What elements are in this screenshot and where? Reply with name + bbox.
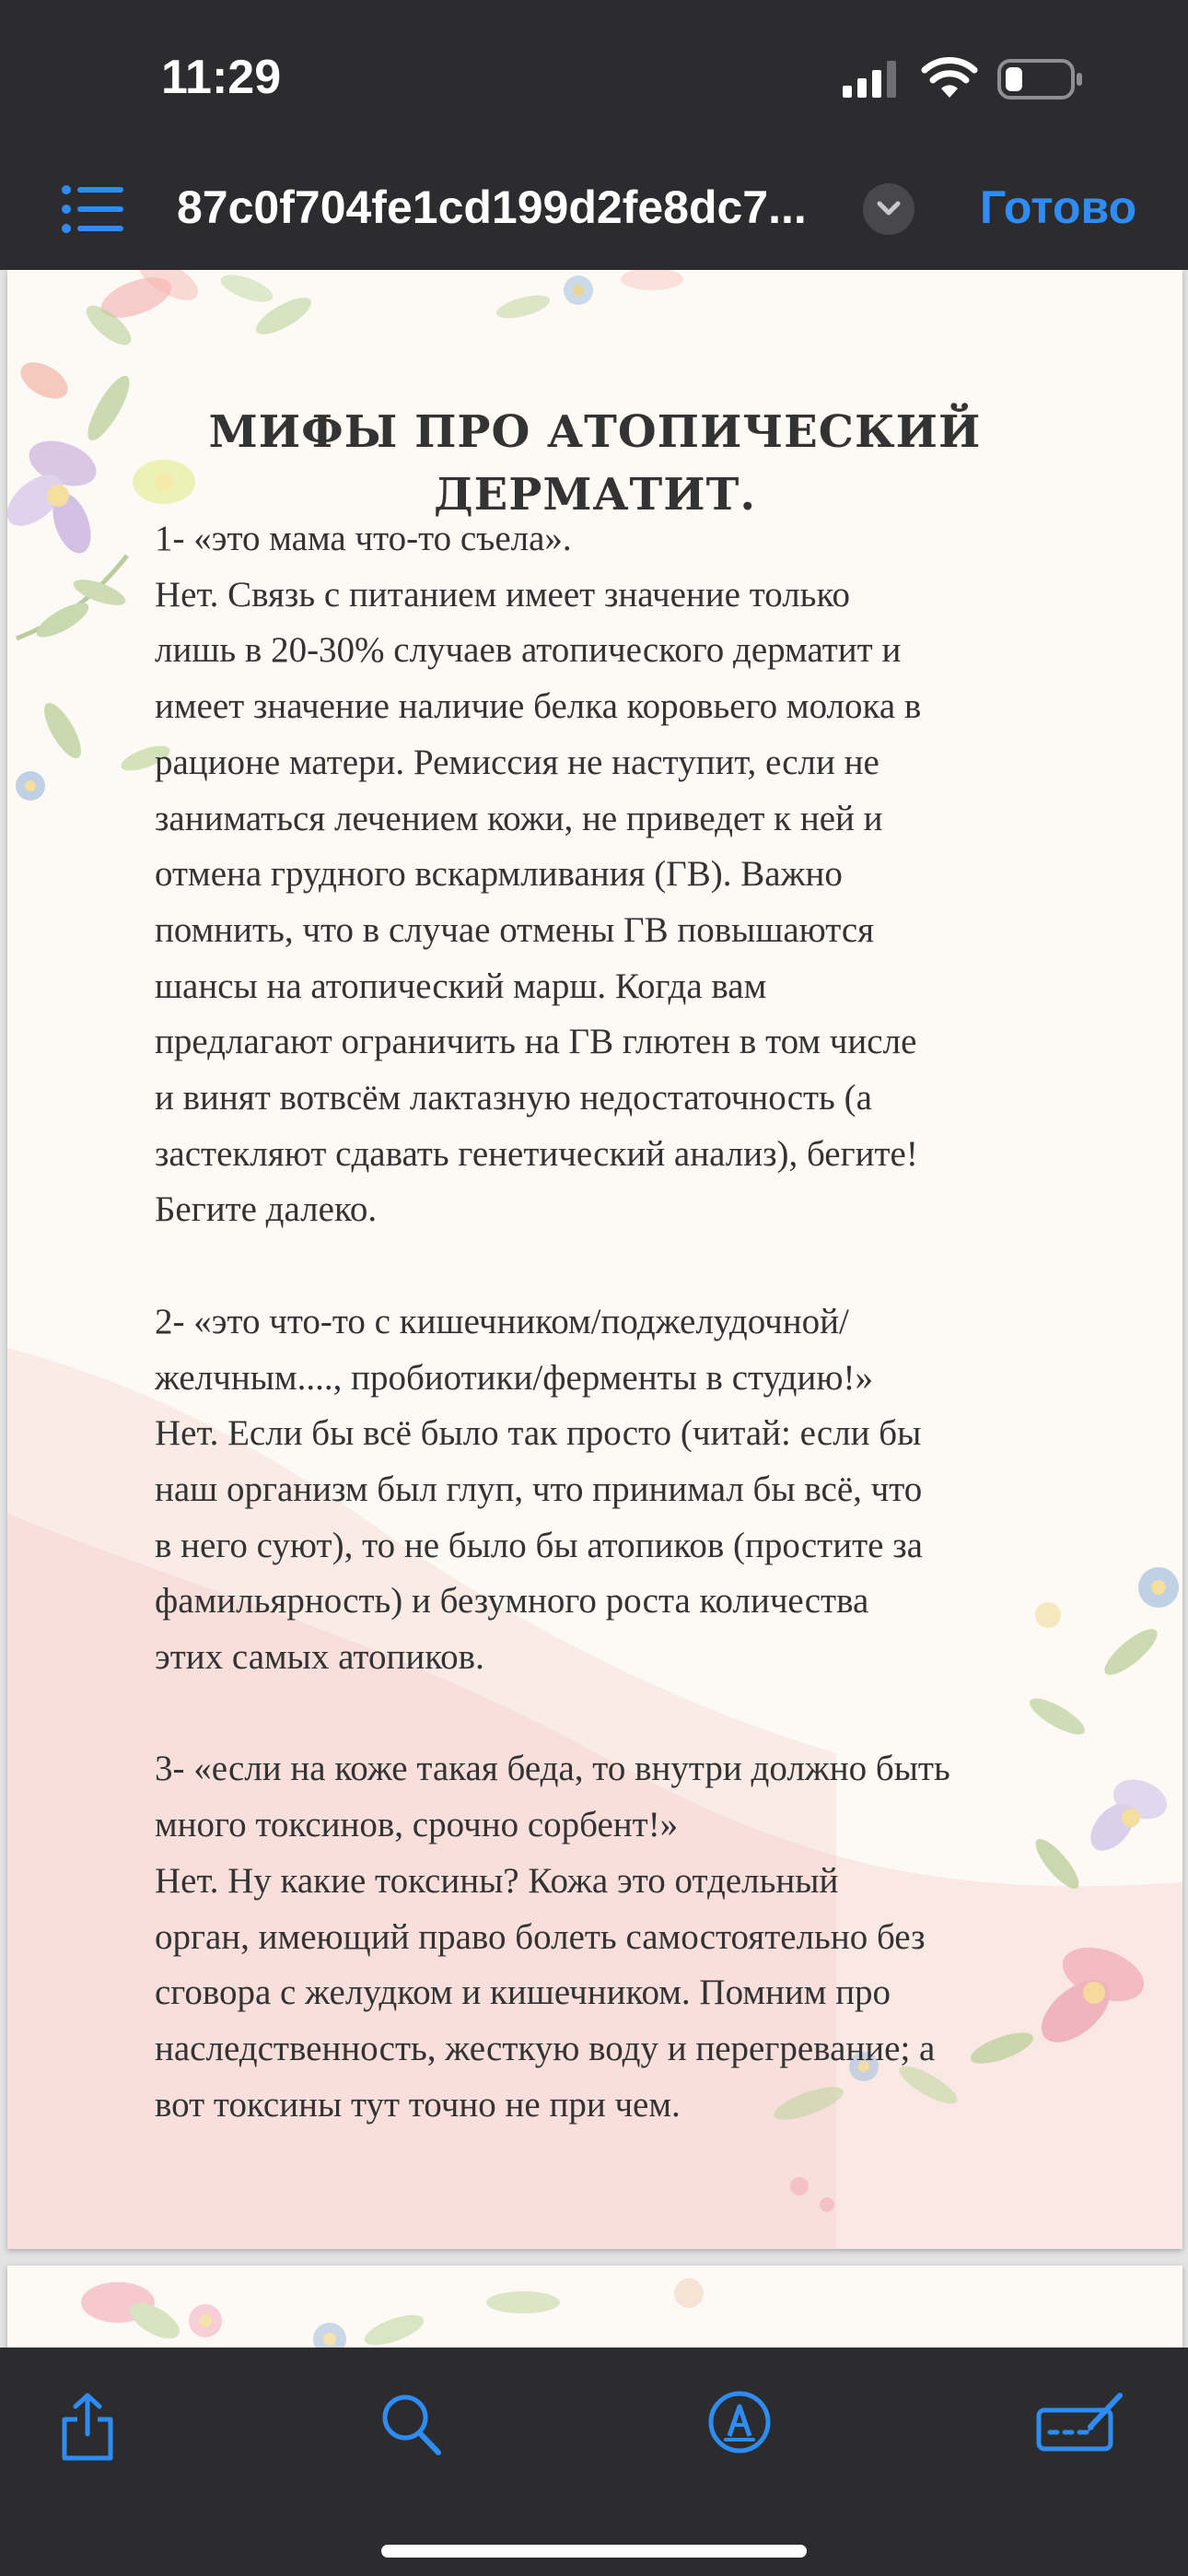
- home-indicator[interactable]: [381, 2545, 807, 2558]
- battery-icon: [997, 57, 1084, 101]
- markup-icon[interactable]: [707, 2390, 772, 2454]
- done-button[interactable]: Готово: [980, 181, 1137, 233]
- page-heading: МИФЫ ПРО АТОПИЧЕСКИЙ ДЕРМАТИТ.: [208, 406, 982, 521]
- page-body-text: [155, 511, 1057, 2189]
- title-menu-button[interactable]: [863, 183, 914, 235]
- edit-icon[interactable]: [1035, 2390, 1125, 2454]
- share-icon[interactable]: [59, 2392, 116, 2462]
- chevron-down-icon: [876, 198, 902, 220]
- document-title[interactable]: 87c0f704fe1cd199d2fe8dc7...: [177, 181, 807, 233]
- search-icon[interactable]: [379, 2392, 444, 2458]
- bottom-toolbar: [0, 2348, 1188, 2576]
- floral-decoration-next-page: [7, 2266, 1182, 2348]
- wifi-icon: [921, 57, 978, 100]
- document-page-next: [7, 2266, 1182, 2348]
- status-time: 11:29: [161, 51, 282, 104]
- myth-paragraph-2: 2- «это что-то с кишечником/поджелудочной/ желчным...., пробиотики/ферменты в студию!» Нет. Если бы всё было так просто (читай: если бы наш организм был глуп, что принимал бы всё, что в него суют), то не было бы атопиков (простите за фамильярность) и безумного роста количества этих самых атопиков.: [155, 1301, 923, 1678]
- status-bar: [0, 0, 1188, 157]
- myth-paragraph-1: 1- «это мама что-то съела». Нет. Связь с питанием имеет значение только лишь в 20-30% случаев атопического дерматит и имеет значение наличие белка коровьего молока в рационе матери. Ремиссия не наступит, если не заниматься лечением кожи, не приведет к ней и отмена грудного вскармливания (ГВ). Важно помнить, что в случае отмены ГВ повышаются шансы на атопический марш. Когда вам предлагают ограничить на ГВ глютен в том числе и винят вотвсём лактазную недостаточность (а застекляют сдавать генетический анализ), бегите! Бегите далеко.: [155, 519, 922, 1230]
- document-viewer[interactable]: [0, 270, 1188, 2348]
- myth-paragraph-3: 3- «если на коже такая беда, то внутри должно быть много токсинов, срочно сорбент!» Нет. Ну какие токсины? Кожа это отдельный орган, имеющий право болеть самостоятельно без сговора с желудком и кишечником. Помним про наследственность, жесткую воду и перегревание; а вот токсины тут точно не при чем.: [155, 1749, 950, 2125]
- list-icon[interactable]: [61, 184, 123, 234]
- signal-icon: [843, 61, 898, 98]
- navigation-bar: [0, 157, 1188, 270]
- document-page: [7, 270, 1182, 2249]
